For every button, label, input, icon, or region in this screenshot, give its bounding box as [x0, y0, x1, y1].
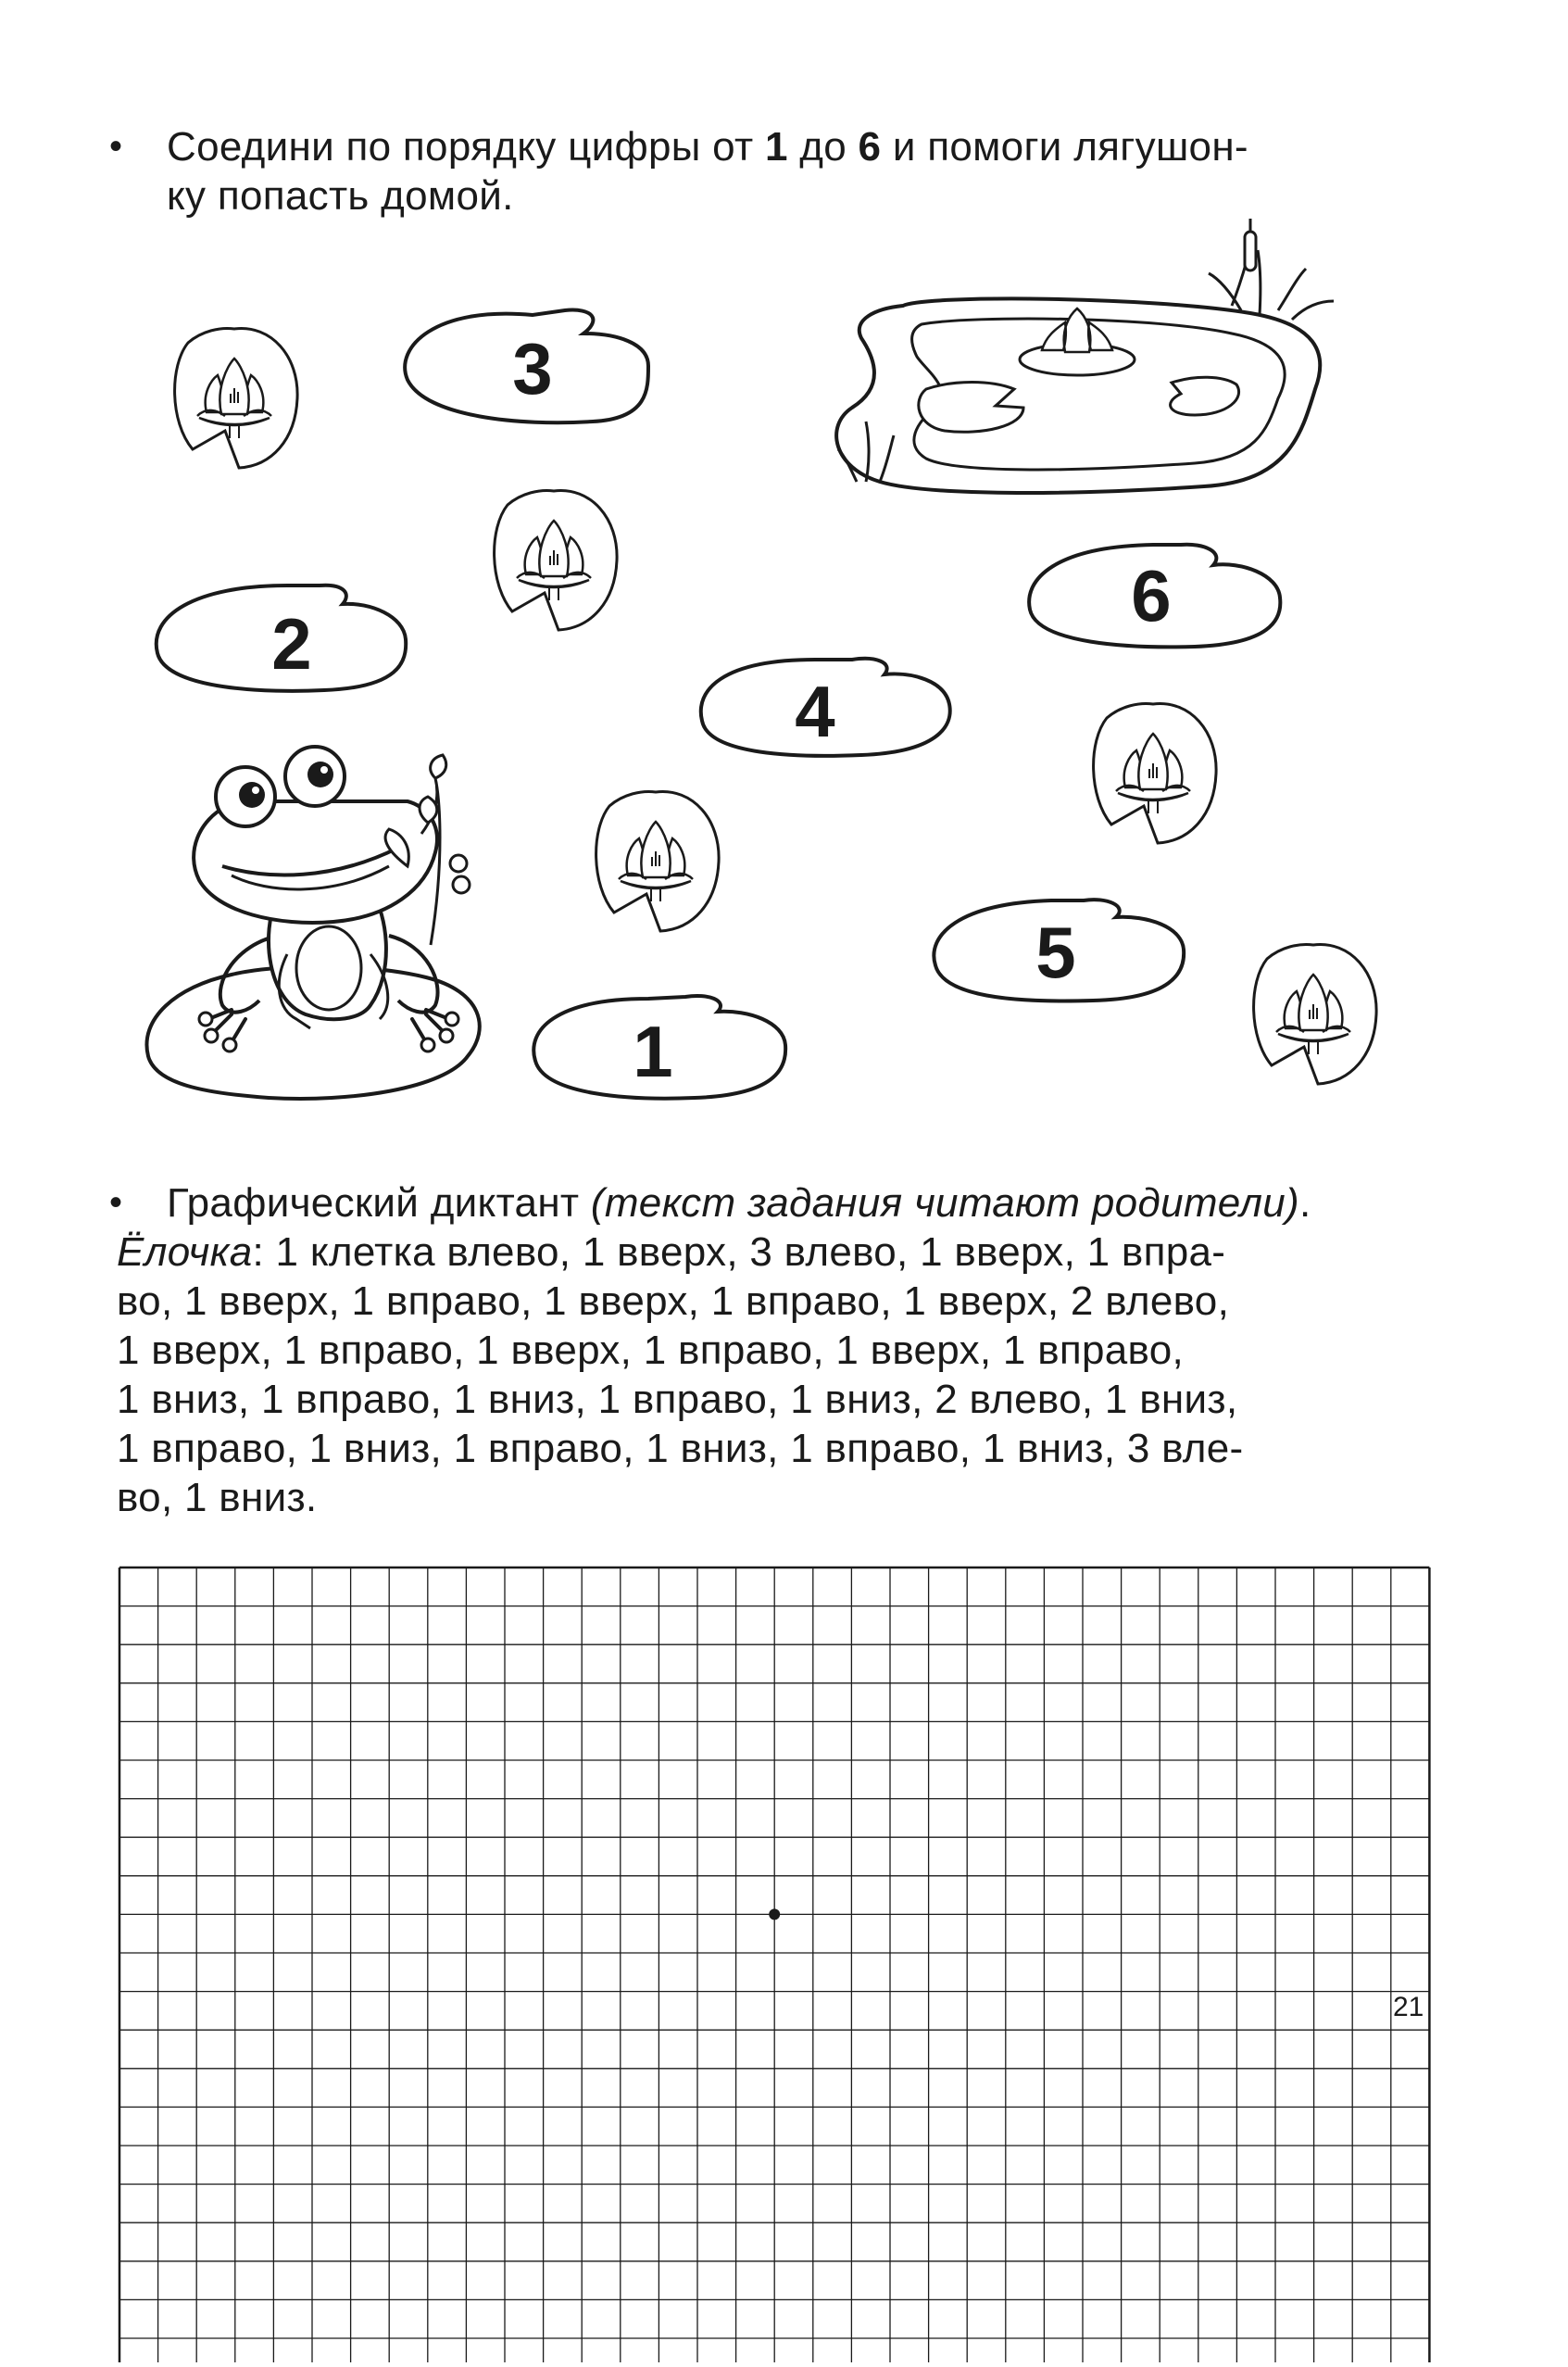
pad-number: 5 [1035, 912, 1076, 993]
task2-instructions [109, 1178, 1432, 1522]
numbered-pad-5 [934, 900, 1184, 1001]
dictation-line-1 [117, 1228, 1432, 1277]
numbered-pad-3 [405, 310, 648, 423]
drawing-grid[interactable] [118, 1566, 1431, 2367]
pad-number: 6 [1131, 555, 1172, 636]
dictation-line-6: во, 1 вниз. [117, 1475, 318, 1520]
pad-number: 3 [512, 328, 553, 409]
bold-number: 1 [764, 124, 788, 170]
numbered-pad-2 [157, 585, 406, 691]
lily-flower-pad [1094, 704, 1217, 843]
numbered-pad-1 [533, 996, 785, 1099]
dictation-title: Ёлочка [117, 1229, 253, 1275]
dictation-line-3: 1 вверх, 1 вправо, 1 вверх, 1 вправо, 1 вверх, 1 вправо, [117, 1328, 1185, 1373]
task1-line-2: ку попасть домой. [167, 173, 514, 219]
start-dot [769, 1908, 780, 1920]
pond-home [836, 219, 1334, 493]
lily-flower-pad [495, 491, 618, 630]
bold-number: 6 [858, 124, 882, 170]
lily-flower-pad [1254, 945, 1377, 1084]
bullet: • [109, 126, 123, 167]
pad-number: 4 [795, 671, 835, 752]
text: до [787, 124, 859, 170]
task2-heading [117, 1178, 1432, 1228]
text: Соедини по порядку цифры от [167, 124, 765, 170]
lily-flower-pad [175, 329, 298, 468]
pad-number: 1 [633, 1011, 673, 1092]
grid-svg[interactable] [118, 1566, 1431, 2362]
text: : 1 клетка влево, 1 вверх, 3 влево, 1 вверх, 1 впра- [252, 1229, 1226, 1275]
frog-illustration [146, 747, 479, 1099]
bullet: • [109, 1182, 123, 1223]
numbered-pad-6 [1029, 545, 1280, 648]
dictation-line-2: во, 1 вверх, 1 вправо, 1 вверх, 1 вправо, 1 вверх, 2 влево, [117, 1278, 1230, 1324]
heading-italic-note: (текст задания читают родители) [590, 1180, 1299, 1226]
frog-pond-illustration [0, 0, 1568, 1149]
dictation-line-5: 1 вправо, 1 вниз, 1 вправо, 1 вниз, 1 вправо, 1 вниз, 3 вле- [117, 1426, 1244, 1471]
text: . [1298, 1180, 1311, 1226]
lily-flower-pad [596, 792, 720, 931]
text: и помоги лягушон- [881, 124, 1248, 170]
heading-text: Графический диктант [167, 1180, 591, 1226]
dictation-line-4: 1 вниз, 1 вправо, 1 вниз, 1 вправо, 1 вниз, 2 влево, 1 вниз, [117, 1377, 1238, 1422]
numbered-pad-4 [701, 659, 950, 756]
page-number: 21 [1393, 1992, 1424, 2022]
pad-number: 2 [271, 603, 312, 685]
